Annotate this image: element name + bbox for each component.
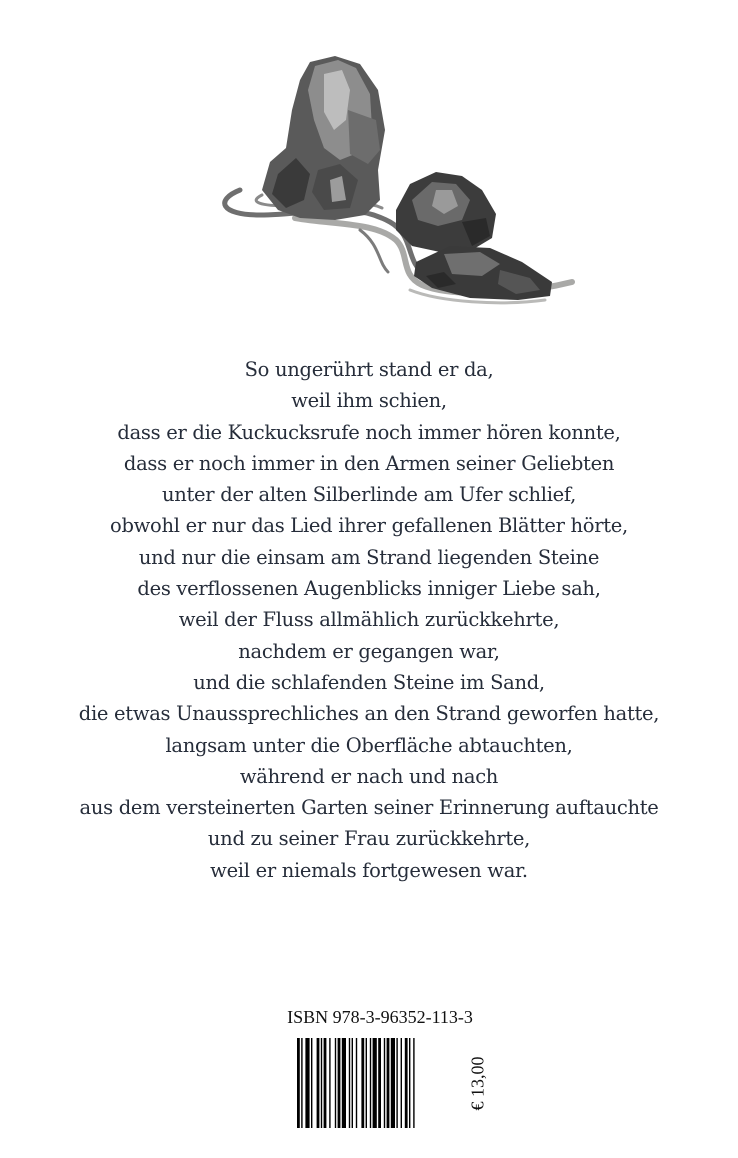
tall-rock [262, 56, 385, 220]
barcode-bar [396, 1038, 397, 1128]
poem-line: und nur die einsam am Strand liegenden Steine [138, 545, 600, 569]
barcode-bar [401, 1038, 402, 1128]
isbn-label: ISBN 978-3-96352-113-3 [287, 1007, 473, 1027]
barcode-bar [311, 1038, 312, 1128]
barcode-bar [349, 1038, 350, 1128]
poem-line: unter der alten Silberlinde am Ufer schlief, [161, 483, 577, 507]
barcode-bar [338, 1038, 341, 1128]
barcode-icon [297, 1038, 443, 1128]
poem-line: des verflossenen Augenblicks inniger Liebe sah, [137, 577, 601, 601]
poem-line: dass er die Kuckucksrufe noch immer hören konnte, [117, 420, 621, 444]
barcode-bar [352, 1038, 353, 1128]
barcode-bar [409, 1038, 410, 1128]
price-label: € 13,00 [467, 1056, 488, 1110]
poem-line: langsam unter die Oberfläche abtauchten, [165, 733, 573, 757]
barcode-bar [373, 1038, 377, 1128]
barcode-bar [301, 1038, 302, 1128]
poem-line: obwohl er nur das Lied ihrer gefallenen Blätter hörte, [110, 514, 628, 538]
barcode-bar [413, 1038, 414, 1128]
barcode-bar [324, 1038, 327, 1128]
barcode-bar [342, 1038, 346, 1128]
poem-line: dass er noch immer in den Armen seiner Geliebten [123, 451, 615, 475]
poem-line: die etwas Unaussprechliches an den Strand geworfen hatte, [78, 702, 660, 726]
poem-line: So ungerührt stand er da, [244, 358, 494, 381]
poem-line: und zu seiner Frau zurückkehrte, [207, 827, 531, 851]
barcode-bar [370, 1038, 371, 1128]
poem-line: aus dem versteinerten Garten seiner Erinnerung auftauchte [79, 796, 659, 820]
price-box [458, 1056, 498, 1110]
poem-line: nachdem er gegangen war, [238, 639, 500, 663]
poem-line: weil ihm schien, [291, 389, 447, 413]
barcode-bar [387, 1038, 390, 1128]
barcode-bar [297, 1038, 300, 1128]
barcode-bar [391, 1038, 395, 1128]
barcode-bar [356, 1038, 357, 1128]
barcode-bar [321, 1038, 322, 1128]
poem-line: während er nach und nach [239, 764, 499, 788]
barcode-bar [361, 1038, 364, 1128]
stones-illustration [200, 50, 580, 330]
round-rock [396, 172, 496, 252]
barcode-bar [378, 1038, 381, 1128]
barcode-bar [335, 1038, 336, 1128]
poem-line: weil er niemals fortgewesen war. [210, 858, 528, 882]
barcode-bar [405, 1038, 408, 1128]
poem-line: und die schlafenden Steine im Sand, [193, 670, 545, 694]
poem-text [0, 354, 738, 886]
barcode-bar [317, 1038, 320, 1128]
barcode-bar [305, 1038, 309, 1128]
poem-line: weil der Fluss allmählich zurückkehrte, [178, 608, 560, 632]
barcode-bar [329, 1038, 330, 1128]
barcode-bar [384, 1038, 385, 1128]
barcode-bar [366, 1038, 367, 1128]
